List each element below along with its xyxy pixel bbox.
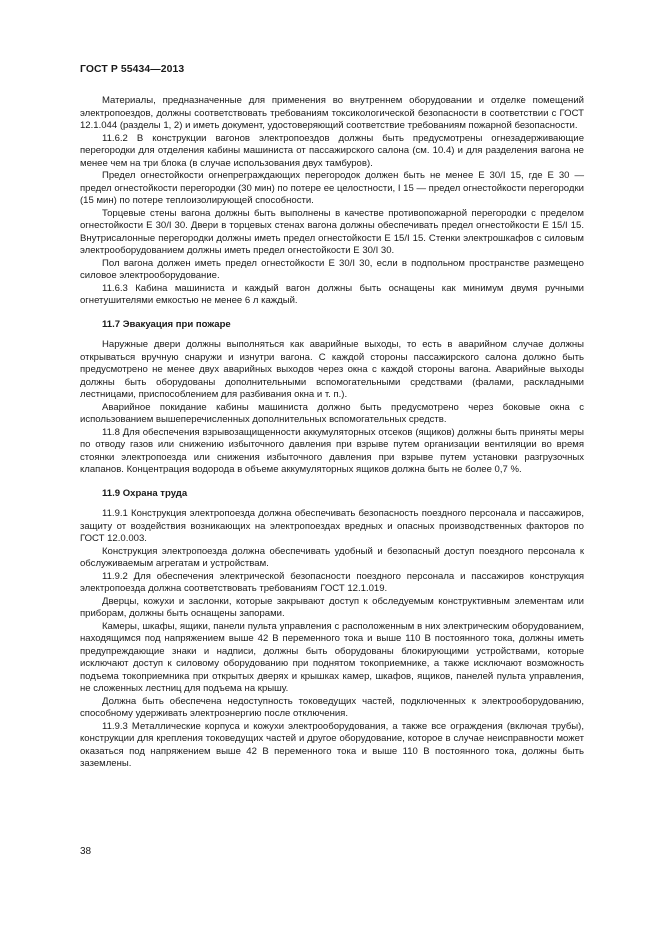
- document-body: [80, 95, 584, 771]
- paragraph: Камеры, шкафы, ящики, панели пульта управления с расположенным в них электрическим оборудованием, находящимся под напряжением выше 42 В переменного тока и выше 110 В постоянного тока, должны иметь предупреждающие знаки и надписи, должны быть оборудованы блокирующими устройствами, которые исключают доступ к силовому оборудованию при поднятом токоприемнике, а также исключают возможность подъема токоприемника при открытых дверях и крышках камер, шкафов, ящиков, панелей пульта управления, не сложенных лестниц для подъема на крышу.: [80, 620, 584, 694]
- paragraph: 11.9.3 Металлические корпуса и кожухи электрооборудования, а также все ограждения (включая трубы), конструкции для крепления токоведущих частей и другое оборудование, которое в случае неисправности может оказаться под напряжением выше 42 В переменного тока и выше 110 В постоянного тока, должны быть заземлены.: [80, 720, 584, 769]
- paragraph: Материалы, предназначенные для применения во внутреннем оборудовании и отделке помещений электропоездов, должны соответствовать требованиям токсикологической безопасности в соответствии с ГОСТ 12.1.044 (разделы 1, 2) и иметь документ, удостоверяющий соответствие требованиям пожарной безопасности.: [80, 95, 584, 131]
- section-heading-labor-safety: 11.9 Охрана труда: [102, 487, 188, 499]
- paragraph: Аварийное покидание кабины машиниста должно быть предусмотрено через боковые окна с использованием вышеперечисленных дополнительных вспомогательных средств.: [80, 401, 584, 425]
- paragraph: Предел огнестойкости огнепреграждающих перегородок должен быть не менее Е 30/I 15, где Е 30 — предел огнестойкости перегородки (30 мин) по потере ее целостности, I 15 — предел огнестойкости перегородки (15 мин) по потере теплоизолирующей способности.: [80, 170, 584, 206]
- paragraph: 11.6.3 Кабина машиниста и каждый вагон должны быть оснащены как минимум двумя ручными огнетушителями емкостью не менее 6 л каждый.: [80, 282, 584, 306]
- paragraph: 11.8 Для обеспечения взрывозащищенности аккумуляторных отсеков (ящиков) должны быть приняты меры по отводу газов или снижению избыточного давления при взрыве путем организации вентиляции во время стоянки электропоезда или снижения избыточного давления при взрыве путем установки разгрузочных клапанов. Концентрация водорода в объеме аккумуляторных ящиков должна быть не более 0,7 %.: [80, 426, 584, 475]
- paragraph: Дверцы, кожухи и заслонки, которые закрывают доступ к обследуемым конструктивным элементам или приборам, должны быть оснащены запорами.: [80, 595, 584, 619]
- paragraph: Пол вагона должен иметь предел огнестойкости Е 30/I 30, если в подпольном пространстве размещено силовое электрооборудование.: [80, 257, 584, 281]
- paragraph: Должна быть обеспечена недоступность токоведущих частей, подключенных к электрооборудованию, способному удерживать электроэнергию после отключения.: [80, 695, 584, 719]
- paragraph: 11.6.2 В конструкции вагонов электропоездов должны быть предусмотрены огнезадерживающие перегородки для отделения кабины машиниста от пассажирского салона (см. 10.4) и для разделения вагона не менее чем на три блока (в случае использования двух тамбуров).: [80, 132, 584, 169]
- paragraph: Торцевые стены вагона должны быть выполнены в качестве противопожарной перегородки с пределом огнестойкости Е 30/I 30. Двери в торцевых стенах вагона должны обеспечивать предел огнестойкости Е 15/I 15. Внутрисалонные перегородки должны иметь предел огнестойкости Е 15/I 15. Стенки электрошкафов с силовым электрооборудованием должны иметь предел огнестойкости Е 30/I 30.: [80, 207, 584, 256]
- paragraph: Наружные двери должны выполняться как аварийные выходы, то есть в аварийном случае должны открываться вручную снаружи и изнутри вагона. С каждой стороны пассажирского салона должно быть предусмотрено не менее двух аварийных выходов через окна с каждой стороны вагона. Аварийные выходы должны быть оборудованы дополнительными вспомогательными средствами (фалами, раскладными лестницами, приспособлением для разбивания окна и т. п.).: [80, 339, 584, 400]
- section-heading-evacuation: 11.7 Эвакуация при пожаре: [102, 318, 231, 330]
- paragraph: 11.9.1 Конструкция электропоезда должна обеспечивать безопасность поездного персонала и пассажиров, защиту от воздействия возникающих на электропоездах вредных и опасных производственных факторов по ГОСТ 12.0.003.: [80, 508, 584, 544]
- page-number: 38: [80, 846, 92, 857]
- paragraph: Конструкция электропоезда должна обеспечивать удобный и безопасный доступ поездного персонала к обслуживаемым агрегатам и устройствам.: [80, 545, 584, 569]
- document-code: ГОСТ Р 55434—2013: [80, 64, 185, 75]
- paragraph: 11.9.2 Для обеспечения электрической безопасности поездного персонала и пассажиров конструкция электропоезда должна соответствовать требованиям ГОСТ 12.1.019.: [80, 570, 584, 594]
